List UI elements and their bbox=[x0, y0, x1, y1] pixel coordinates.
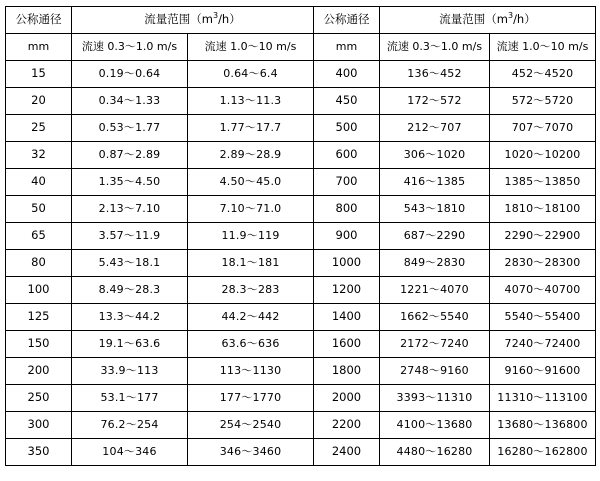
cell-high-right: 572～5720 bbox=[490, 88, 596, 115]
cell-dn-right: 1800 bbox=[314, 358, 380, 385]
cell-low-right: 687～2290 bbox=[380, 223, 490, 250]
header-flow-range-left-text: 流量范围（m bbox=[144, 12, 213, 27]
cell-dn-left: 100 bbox=[6, 277, 72, 304]
header-velocity-high-left: 流速 1.0～10 m/s bbox=[188, 34, 314, 61]
cell-dn-left: 200 bbox=[6, 358, 72, 385]
cell-low-right: 2172～7240 bbox=[380, 331, 490, 358]
cell-dn-left: 65 bbox=[6, 223, 72, 250]
header-velocity-low-left: 流速 0.3～1.0 m/s bbox=[72, 34, 188, 61]
table-row bbox=[6, 277, 596, 304]
cell-high-right: 7240～72400 bbox=[490, 331, 596, 358]
header-nominal-diameter-left: 公称通径 bbox=[6, 7, 72, 34]
cell-low-right: 543～1810 bbox=[380, 196, 490, 223]
cell-dn-right: 1400 bbox=[314, 304, 380, 331]
cell-low-right: 416～1385 bbox=[380, 169, 490, 196]
table-row bbox=[6, 115, 596, 142]
cell-low-right: 1662～5540 bbox=[380, 304, 490, 331]
cell-dn-right: 2400 bbox=[314, 439, 380, 466]
cell-high-left: 11.9～119 bbox=[188, 223, 314, 250]
cell-dn-right: 800 bbox=[314, 196, 380, 223]
header-unit-mm-left: mm bbox=[6, 34, 72, 61]
cell-low-left: 0.87～2.89 bbox=[72, 142, 188, 169]
cell-dn-right: 1600 bbox=[314, 331, 380, 358]
table-row bbox=[6, 223, 596, 250]
cell-low-right: 4480～16280 bbox=[380, 439, 490, 466]
cell-high-left: 254～2540 bbox=[188, 412, 314, 439]
cell-high-left: 2.89～28.9 bbox=[188, 142, 314, 169]
cell-high-left: 177～1770 bbox=[188, 385, 314, 412]
cell-low-right: 3393～11310 bbox=[380, 385, 490, 412]
table-header-sub-row bbox=[6, 34, 596, 61]
cell-high-right: 11310～113100 bbox=[490, 385, 596, 412]
cell-high-right: 9160～91600 bbox=[490, 358, 596, 385]
cell-dn-right: 450 bbox=[314, 88, 380, 115]
cell-low-right: 1221～4070 bbox=[380, 277, 490, 304]
cell-low-left: 0.34～1.33 bbox=[72, 88, 188, 115]
cell-dn-left: 250 bbox=[6, 385, 72, 412]
cell-high-right: 5540～55400 bbox=[490, 304, 596, 331]
table-row bbox=[6, 88, 596, 115]
cell-low-left: 0.53～1.77 bbox=[72, 115, 188, 142]
table-row bbox=[6, 142, 596, 169]
cell-dn-right: 2000 bbox=[314, 385, 380, 412]
header-flow-range-right-text: 流量范围（m bbox=[439, 12, 508, 27]
header-flow-range-right-sup: 3 bbox=[507, 11, 514, 21]
cell-high-left: 346～3460 bbox=[188, 439, 314, 466]
cell-dn-left: 300 bbox=[6, 412, 72, 439]
header-flow-range-right-tail: /h） bbox=[513, 12, 536, 27]
table-row bbox=[6, 250, 596, 277]
cell-low-left: 76.2～254 bbox=[72, 412, 188, 439]
cell-dn-right: 400 bbox=[314, 61, 380, 88]
cell-dn-right: 1000 bbox=[314, 250, 380, 277]
cell-dn-right: 900 bbox=[314, 223, 380, 250]
cell-low-left: 3.57～11.9 bbox=[72, 223, 188, 250]
cell-high-right: 1810～18100 bbox=[490, 196, 596, 223]
cell-dn-left: 125 bbox=[6, 304, 72, 331]
cell-high-left: 1.77～17.7 bbox=[188, 115, 314, 142]
cell-low-left: 8.49～28.3 bbox=[72, 277, 188, 304]
header-nominal-diameter-right: 公称通径 bbox=[314, 7, 380, 34]
cell-low-left: 5.43～18.1 bbox=[72, 250, 188, 277]
table-header-main-row bbox=[6, 7, 596, 34]
cell-low-right: 4100～13680 bbox=[380, 412, 490, 439]
header-flow-range-left-sup: 3 bbox=[212, 11, 219, 21]
cell-dn-right: 700 bbox=[314, 169, 380, 196]
cell-high-right: 16280～162800 bbox=[490, 439, 596, 466]
cell-dn-left: 25 bbox=[6, 115, 72, 142]
header-flow-range-left-tail: /h） bbox=[218, 12, 241, 27]
cell-low-left: 2.13～7.10 bbox=[72, 196, 188, 223]
cell-high-right: 2290～22900 bbox=[490, 223, 596, 250]
cell-high-right: 13680～136800 bbox=[490, 412, 596, 439]
cell-dn-left: 40 bbox=[6, 169, 72, 196]
cell-high-right: 1385～13850 bbox=[490, 169, 596, 196]
header-flow-range-left bbox=[72, 7, 314, 34]
cell-dn-left: 80 bbox=[6, 250, 72, 277]
table-row bbox=[6, 358, 596, 385]
cell-dn-left: 150 bbox=[6, 331, 72, 358]
header-velocity-high-right: 流速 1.0～10 m/s bbox=[490, 34, 596, 61]
cell-dn-right: 2200 bbox=[314, 412, 380, 439]
cell-high-right: 452～4520 bbox=[490, 61, 596, 88]
table-row bbox=[6, 196, 596, 223]
cell-low-right: 849～2830 bbox=[380, 250, 490, 277]
table-row bbox=[6, 169, 596, 196]
cell-low-right: 2748～9160 bbox=[380, 358, 490, 385]
cell-low-left: 1.35～4.50 bbox=[72, 169, 188, 196]
cell-high-left: 113～1130 bbox=[188, 358, 314, 385]
cell-high-left: 18.1～181 bbox=[188, 250, 314, 277]
table-row bbox=[6, 385, 596, 412]
cell-high-left: 28.3～283 bbox=[188, 277, 314, 304]
cell-low-left: 104～346 bbox=[72, 439, 188, 466]
cell-high-right: 2830～28300 bbox=[490, 250, 596, 277]
cell-low-right: 172～572 bbox=[380, 88, 490, 115]
cell-high-right: 4070～40700 bbox=[490, 277, 596, 304]
cell-dn-left: 350 bbox=[6, 439, 72, 466]
cell-low-left: 33.9～113 bbox=[72, 358, 188, 385]
cell-dn-right: 500 bbox=[314, 115, 380, 142]
cell-high-right: 1020～10200 bbox=[490, 142, 596, 169]
cell-high-left: 0.64～6.4 bbox=[188, 61, 314, 88]
header-velocity-low-right: 流速 0.3～1.0 m/s bbox=[380, 34, 490, 61]
cell-dn-left: 20 bbox=[6, 88, 72, 115]
flow-range-table bbox=[5, 6, 596, 466]
table-row bbox=[6, 331, 596, 358]
cell-low-right: 306～1020 bbox=[380, 142, 490, 169]
cell-low-left: 53.1～177 bbox=[72, 385, 188, 412]
table-row bbox=[6, 439, 596, 466]
cell-high-left: 1.13～11.3 bbox=[188, 88, 314, 115]
cell-dn-right: 600 bbox=[314, 142, 380, 169]
cell-high-left: 44.2～442 bbox=[188, 304, 314, 331]
cell-dn-left: 50 bbox=[6, 196, 72, 223]
cell-dn-left: 15 bbox=[6, 61, 72, 88]
cell-low-left: 13.3～44.2 bbox=[72, 304, 188, 331]
cell-dn-right: 1200 bbox=[314, 277, 380, 304]
header-flow-range-right bbox=[380, 7, 596, 34]
cell-low-left: 19.1～63.6 bbox=[72, 331, 188, 358]
cell-low-right: 212～707 bbox=[380, 115, 490, 142]
cell-high-left: 63.6～636 bbox=[188, 331, 314, 358]
table-row bbox=[6, 61, 596, 88]
cell-dn-left: 32 bbox=[6, 142, 72, 169]
cell-low-right: 136～452 bbox=[380, 61, 490, 88]
table-row bbox=[6, 412, 596, 439]
table-row bbox=[6, 304, 596, 331]
cell-high-right: 707～7070 bbox=[490, 115, 596, 142]
cell-low-left: 0.19～0.64 bbox=[72, 61, 188, 88]
cell-high-left: 7.10～71.0 bbox=[188, 196, 314, 223]
cell-high-left: 4.50～45.0 bbox=[188, 169, 314, 196]
header-unit-mm-right: mm bbox=[314, 34, 380, 61]
